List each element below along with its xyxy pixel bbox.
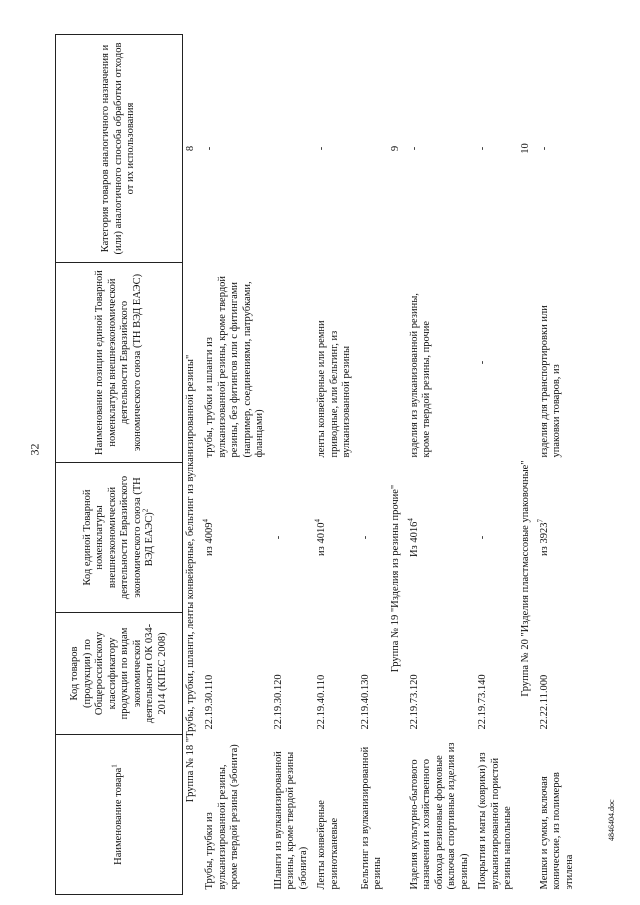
- header-category: Категория товаров аналогичного назначения и (или) аналогичного способа обработки отходов от их использования: [56, 35, 183, 263]
- tnved-position: изделия из вулканизованной резины, кроме твердой резины, прочие: [408, 293, 432, 458]
- tnved-position: трубы, трубки и шланги из вулканизованной резины, кроме твердой резины, без фитингов или с фитингами (например, соединениями, патрубками, фланцами): [204, 275, 265, 458]
- group-title-row: [518, 35, 536, 895]
- goods-table: [55, 34, 579, 895]
- okpd-code: 22.22.11.000: [538, 674, 550, 730]
- header-row: [56, 35, 183, 895]
- goods-name: Трубы, трубки из вулканизированной резины, кроме твердой резины (эбонита): [204, 744, 240, 890]
- group-title: Группа № 20 "Изделия пластмассовые упаковочные": [519, 460, 531, 697]
- table-row: [313, 35, 357, 895]
- group-title: Группа № 18 "Трубы, трубки, шланги, ленты конвейерные, бельтинг из вулканизированной резины": [185, 354, 196, 803]
- table-row: [406, 35, 475, 895]
- page-number: 32: [27, 443, 42, 456]
- okpd-code: 22.19.30.120: [272, 674, 284, 730]
- tnved-code: -: [359, 535, 371, 540]
- okpd-code: 22.19.73.140: [477, 674, 488, 730]
- group-title-row: [183, 35, 202, 895]
- table-row: [536, 35, 580, 895]
- category-cell: -: [477, 146, 488, 151]
- header-okpd-code: Код товаров (продукции) по Общероссийскому классификатору продукции по видам экономической деятельности ОК 034-2014 (КПЕС 2008): [56, 613, 183, 735]
- rotated-table-frame: [55, 35, 575, 895]
- category-cell: -: [204, 146, 215, 151]
- okpd-code: 22.19.40.130: [359, 674, 371, 730]
- goods-name: Ленты конвейерные резинотканевые: [316, 800, 340, 890]
- category-cell: [357, 35, 388, 263]
- table-row: [270, 35, 314, 895]
- tnved-code: Из 4016$^4$: [406, 518, 420, 557]
- category-cell: -: [316, 146, 327, 151]
- okpd-code: 22.19.30.110: [204, 674, 215, 730]
- goods-name: Мешки и сумки, включая конические, из полимеров этилена: [538, 772, 575, 890]
- tnved-code: -: [477, 535, 488, 540]
- header-goods-name: Наименование товара$^1$: [56, 735, 183, 895]
- tnved-position: изделия для транспортировки или упаковки товаров, из: [538, 305, 562, 458]
- goods-name: Изделия культурно-бытового назначения и хозяйственного обихода резиновые формовые (включая спортивные изделия из резины): [408, 742, 470, 890]
- tnved-position: -: [477, 360, 488, 365]
- table-row: [474, 35, 518, 895]
- tnved-position: ленты конвейерные или ремни приводные, или бельтинг, из вулканизованной резины: [316, 320, 352, 458]
- tnved-code: из 4010$^4$: [313, 519, 327, 556]
- goods-name: Шланги из вулканизированной резины, кроме твердой резины (эбонита): [272, 751, 309, 890]
- tnved-position: [357, 263, 388, 463]
- okpd-code: 22.19.73.120: [408, 674, 420, 730]
- document-reference: 4846404.doc: [607, 799, 616, 841]
- tnved-code: -: [272, 535, 284, 540]
- group-category-number: 9: [389, 145, 401, 152]
- goods-name: Бельтинг из вулканизированной резины: [359, 746, 383, 890]
- header-tnved-position: Наименование позиции единой Товарной номенклатуры внешнеэкономической деятельности Евразийского экономического союза (ТН ВЭД ЕАЭС): [56, 263, 183, 463]
- group-title: Группа № 19 "Изделия из резины прочие": [389, 484, 401, 673]
- goods-name: Покрытия и маты (коврики) из вулканизированной пористой резины напольные: [477, 752, 513, 890]
- tnved-code: из 4009$^4$: [201, 519, 215, 556]
- table-row: [201, 35, 270, 895]
- category-cell: [270, 35, 314, 263]
- category-cell: -: [538, 146, 550, 151]
- category-cell: -: [408, 146, 420, 151]
- okpd-code: 22.19.40.110: [316, 674, 327, 730]
- group-category-number: 10: [519, 143, 531, 154]
- header-tnved-code: Код единой Товарной номенклатуры внешнеэкономической деятельности Евразийского экономического союза (ТН ВЭД ЕАЭС)$^2$: [56, 463, 183, 613]
- tnved-position: [270, 263, 314, 463]
- group-category-number: 8: [185, 145, 196, 152]
- tnved-code: из 3923$^7$: [536, 519, 550, 556]
- group-title-row: [388, 35, 406, 895]
- table-row: [357, 35, 388, 895]
